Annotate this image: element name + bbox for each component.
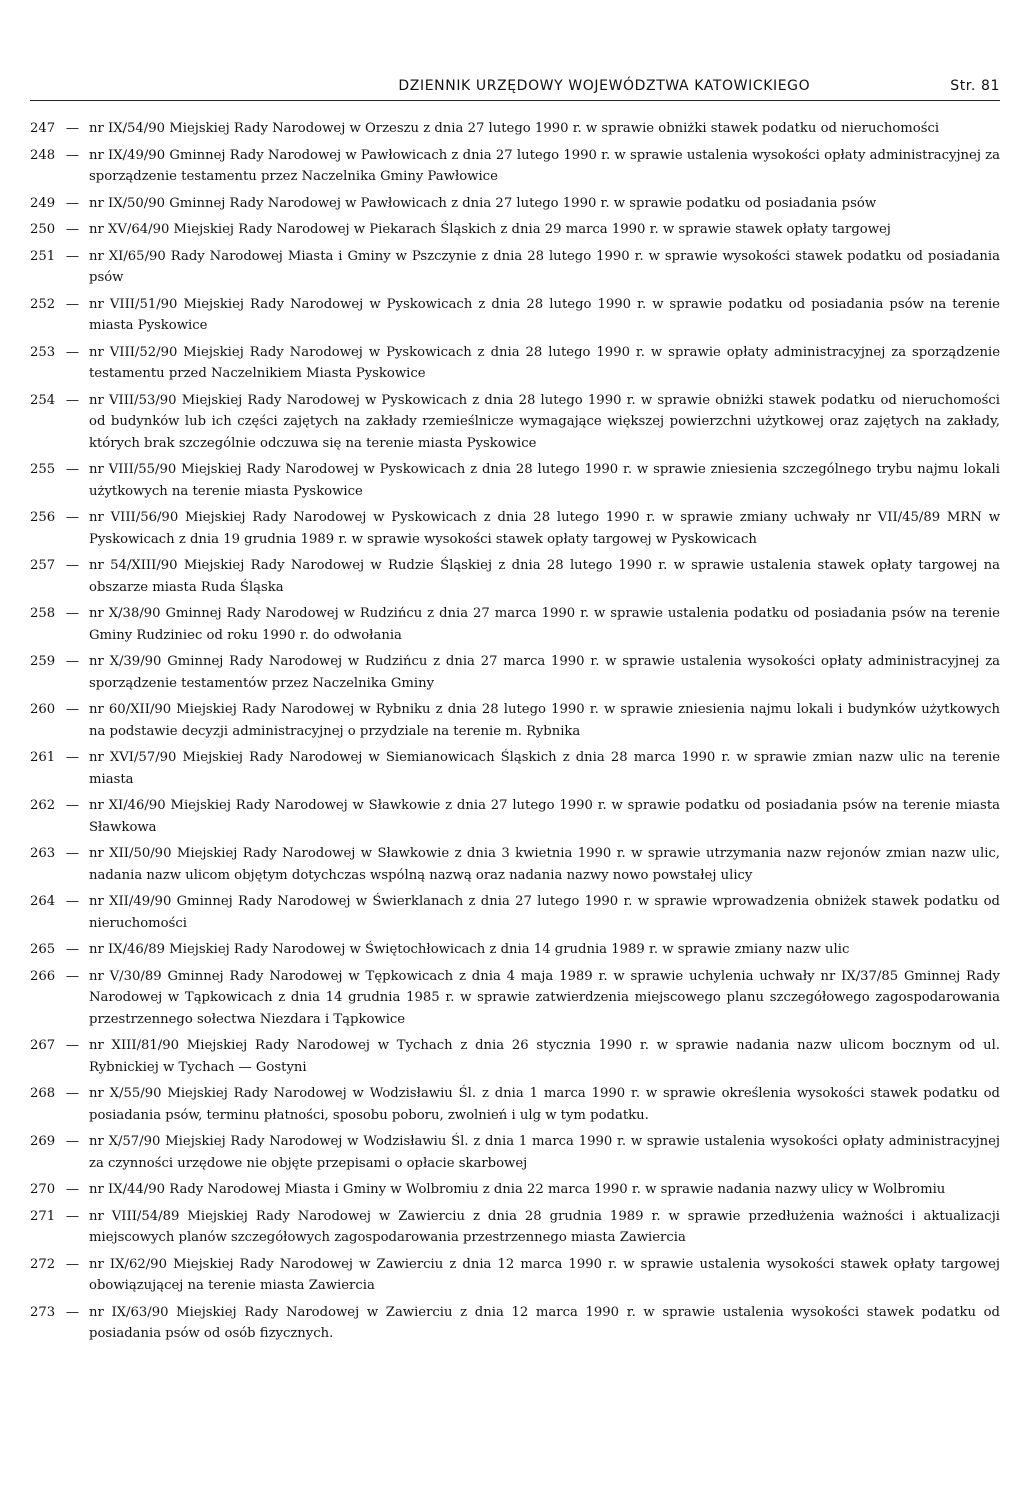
entry-number: 258 (30, 606, 56, 621)
list-item (30, 555, 1000, 598)
entry-text: nr XI/65/90 Rady Narodowej Miasta i Gminy w Pszczynie z dnia 28 lutego 1990 r. w sprawie wysokości stawek podatku od posiadania psów (89, 248, 1000, 285)
list-item (30, 795, 1000, 838)
entry-number: 255 (30, 462, 56, 477)
list-item (30, 1035, 1000, 1078)
entry-number: 268 (30, 1086, 56, 1101)
entry-dash: — (65, 750, 80, 765)
entry-dash: — (65, 392, 80, 408)
entry-dash: — (65, 798, 80, 813)
entry-number: 271 (30, 1208, 56, 1224)
list-item (30, 747, 1000, 790)
entry-text: nr IX/54/90 Miejskiej Rady Narodowej w Orzeszu z dnia 27 lutego 1990 r. w sprawie obniżki stawek podatku od nieruchomości (89, 121, 940, 136)
entry-text: nr IX/63/90 Miejskiej Rady Narodowej w Zawierciu z dnia 12 marca 1990 r. w sprawie ustalenia wysokości stawek podatku od posiadania psów od osób fizycznych. (89, 1304, 1000, 1341)
entry-number: 251 (30, 248, 56, 264)
entry-dash: — (65, 147, 80, 163)
entry-text: nr V/30/89 Gminnej Rady Narodowej w Tępkowicach z dnia 4 maja 1989 r. w sprawie uchylenia uchwały nr IX/37/85 Gminnej Rady Narodowej w Tąpkowicach z dnia 14 grudnia 1985 r. w sprawie zatwierdzenia miejscowego planu szczegółowego zagospodarowania przestrzennego sołectwa Niezdara i Tąpkowice (89, 968, 1000, 1027)
entry-dash: — (65, 1256, 80, 1272)
list-item (30, 390, 1000, 455)
list-item (30, 193, 1000, 215)
list-item (30, 1302, 1000, 1345)
entry-number: 260 (30, 702, 56, 717)
entry-dash: — (65, 248, 80, 264)
entry-number: 261 (30, 750, 56, 765)
list-item (30, 891, 1000, 934)
entry-dash: — (65, 1134, 80, 1149)
page-header (30, 78, 1000, 101)
entry-number: 256 (30, 510, 56, 525)
entry-dash: — (65, 894, 80, 909)
entry-text: nr VIII/56/90 Miejskiej Rady Narodowej w Pyskowicach z dnia 28 lutego 1990 r. w sprawie zmiany uchwały nr VII/45/89 MRN w Pyskowicach z dnia 19 grudnia 1989 r. w sprawie wysokości stawek opłaty targowej w Pyskowicach (89, 510, 1000, 547)
entry-number: 273 (30, 1304, 56, 1320)
entry-number: 266 (30, 968, 56, 984)
list-item (30, 939, 1000, 961)
entry-number: 265 (30, 942, 56, 957)
entry-number: 249 (30, 195, 56, 211)
entry-text: nr X/39/90 Gminnej Rady Narodowej w Rudzińcu z dnia 27 marca 1990 r. w sprawie ustalenia wysokości opłaty administracyjnej za sporządzenie testamentów przez Naczelnika Gminy (89, 654, 1000, 691)
entry-number: 263 (30, 846, 56, 861)
list-item (30, 1254, 1000, 1297)
entry-number: 253 (30, 344, 56, 360)
list-item (30, 603, 1000, 646)
list-item (30, 1083, 1000, 1126)
entry-number: 248 (30, 147, 56, 163)
entry-dash: — (65, 296, 80, 312)
entry-text: nr XVI/57/90 Miejskiej Rady Narodowej w Siemianowicach Śląskich z dnia 28 marca 1990 r. w sprawie zmian nazw ulic na terenie miasta (89, 750, 1000, 787)
entry-number: 247 (30, 121, 56, 136)
entry-text: nr VIII/54/89 Miejskiej Rady Narodowej w Zawierciu z dnia 28 grudnia 1989 r. w sprawie przedłużenia ważności i aktualizacji miejscowych planów szczegółowych zagospodarowania przestrzennego miasta Zawiercia (89, 1208, 1000, 1245)
entry-text: nr IX/50/90 Gminnej Rady Narodowej w Pawłowicach z dnia 27 lutego 1990 r. w sprawie podatku od posiadania psów (89, 195, 877, 211)
list-item (30, 459, 1000, 502)
entry-text: nr X/57/90 Miejskiej Rady Narodowej w Wodzisławiu Śl. z dnia 1 marca 1990 r. w sprawie ustalenia wysokości opłaty administracyjnej za czynności urzędowe nie objęte przepisami o opłacie skarbowej (89, 1134, 1000, 1171)
entry-number: 270 (30, 1182, 56, 1197)
entry-dash: — (65, 1182, 80, 1197)
entry-dash: — (65, 654, 80, 669)
entry-text: nr VIII/51/90 Miejskiej Rady Narodowej w Pyskowicach z dnia 28 lutego 1990 r. w sprawie podatku od posiadania psów na terenie miasta Pyskowice (89, 296, 1000, 333)
entry-text: nr 60/XII/90 Miejskiej Rady Narodowej w Rybniku z dnia 28 lutego 1990 r. w sprawie zniesienia najmu lokali i budynków użytkowych na podstawie decyzji administracyjnej o przydziale na terenie m. Rybnika (89, 702, 1000, 739)
entry-text: nr 54/XIII/90 Miejskiej Rady Narodowej w Rudzie Śląskiej z dnia 28 lutego 1990 r. w sprawie ustalenia stawek opłaty targowej na obszarze miasta Ruda Śląska (89, 558, 1000, 595)
entry-dash: — (65, 1304, 80, 1320)
list-item (30, 843, 1000, 886)
entry-dash: — (65, 846, 80, 861)
entry-number: 252 (30, 296, 56, 312)
list-item (30, 507, 1000, 550)
entry-number: 267 (30, 1038, 56, 1053)
list-item (30, 1131, 1000, 1174)
list-item (30, 651, 1000, 694)
entry-number: 257 (30, 558, 56, 573)
entry-number: 254 (30, 392, 56, 408)
entry-dash: — (65, 121, 80, 136)
list-item (30, 246, 1000, 289)
entry-text: nr VIII/52/90 Miejskiej Rady Narodowej w Pyskowicach z dnia 28 lutego 1990 r. w sprawie opłaty administracyjnej za sporządzenie testamentu przed Naczelnikiem Miasta Pyskowice (89, 344, 1000, 381)
entry-text: nr IX/44/90 Rady Narodowej Miasta i Gminy w Wolbromiu z dnia 22 marca 1990 r. w sprawie nadania nazwy ulicy w Wolbromiu (89, 1182, 946, 1197)
list-item (30, 699, 1000, 742)
list-item (30, 966, 1000, 1031)
page-number: Str. 81 (950, 78, 1000, 94)
entry-number: 262 (30, 798, 56, 813)
list-item (30, 145, 1000, 188)
entry-text: nr VIII/53/90 Miejskiej Rady Narodowej w Pyskowicach z dnia 28 lutego 1990 r. w sprawie obniżki stawek podatku od nieruchomości od budynków lub ich części zajętych na zakłady rzemieślnicze wymagające większej powierzchni użytkowej oraz zajętych na zakłady, których brak szczególnie odczuwa się na terenie miasta Pyskowice (89, 392, 1000, 451)
entry-dash: — (65, 558, 80, 573)
entry-dash: — (65, 942, 80, 957)
entry-text: nr XV/64/90 Miejskiej Rady Narodowej w Piekarach Śląskich z dnia 29 marca 1990 r. w sprawie stawek opłaty targowej (89, 222, 891, 237)
entry-text: nr VIII/55/90 Miejskiej Rady Narodowej w Pyskowicach z dnia 28 lutego 1990 r. w sprawie zniesienia szczególnego trybu najmu lokali użytkowych na terenie miasta Pyskowice (89, 462, 1000, 499)
entry-text: nr IX/46/89 Miejskiej Rady Narodowej w Świętochłowicach z dnia 14 grudnia 1989 r. w sprawie zmiany nazw ulic (89, 942, 850, 957)
entry-dash: — (65, 1086, 80, 1101)
list-item (30, 1179, 1000, 1201)
entry-number: 269 (30, 1134, 56, 1149)
entry-text: nr XII/50/90 Miejskiej Rady Narodowej w Sławkowie z dnia 3 kwietnia 1990 r. w sprawie utrzymania nazw rejonów zmian nazw ulic, nadania nazw ulicom objętym dotychczas wspólną nazwą oraz nadania nazwy nowo powstałej ulicy (89, 846, 1000, 883)
entry-dash: — (65, 702, 80, 717)
entry-dash: — (65, 195, 80, 211)
entry-dash: — (65, 462, 80, 477)
entry-text: nr XIII/81/90 Miejskiej Rady Narodowej w Tychach z dnia 26 stycznia 1990 r. w sprawie nadania nazw ulicom bocznym od ul. Rybnickiej w Tychach — Gostyni (89, 1038, 1000, 1075)
list-item (30, 219, 1000, 241)
entry-text: nr XII/49/90 Gminnej Rady Narodowej w Świerklanach z dnia 27 lutego 1990 r. w sprawie wprowadzenia obniżek stawek podatku od nieruchomości (89, 894, 1000, 931)
entry-text: nr X/38/90 Gminnej Rady Narodowej w Rudzińcu z dnia 27 marca 1990 r. w sprawie ustalenia podatku od posiadania psów na terenie Gminy Rudziniec od roku 1990 r. do odwołania (89, 606, 1000, 643)
journal-title: DZIENNIK URZĘDOWY WOJEWÓDZTWA KATOWICKIEGO (398, 78, 811, 94)
entry-dash: — (65, 968, 80, 984)
entry-dash: — (65, 1038, 80, 1053)
list-item (30, 294, 1000, 337)
resolution-list (30, 118, 1000, 1345)
list-item (30, 1206, 1000, 1249)
entry-dash: — (65, 1208, 80, 1224)
entry-dash: — (65, 606, 80, 621)
entry-number: 272 (30, 1256, 56, 1272)
entry-dash: — (65, 222, 80, 237)
entry-dash: — (65, 510, 80, 525)
entry-number: 250 (30, 222, 56, 237)
entry-number: 264 (30, 894, 56, 909)
entry-text: nr IX/62/90 Miejskiej Rady Narodowej w Zawierciu z dnia 12 marca 1990 r. w sprawie ustalenia wysokości stawek opłaty targowej obowiązującej na terenie miasta Zawiercia (89, 1256, 1000, 1293)
list-item (30, 342, 1000, 385)
entry-number: 259 (30, 654, 56, 669)
document-page (30, 78, 1000, 1350)
entry-dash: — (65, 344, 80, 360)
entry-text: nr XI/46/90 Miejskiej Rady Narodowej w Sławkowie z dnia 27 lutego 1990 r. w sprawie podatku od posiadania psów na terenie miasta Sławkowa (89, 798, 1000, 835)
list-item (30, 118, 1000, 140)
entry-text: nr IX/49/90 Gminnej Rady Narodowej w Pawłowicach z dnia 27 lutego 1990 r. w sprawie ustalenia wysokości opłaty administracyjnej za sporządzenie testamentu przez Naczelnika Gminy Pawłowice (89, 147, 1000, 184)
entry-text: nr X/55/90 Miejskiej Rady Narodowej w Wodzisławiu Śl. z dnia 1 marca 1990 r. w sprawie określenia wysokości stawek podatku od posiadania psów, terminu płatności, sposobu poboru, zwolnień i ulg w tym podatku. (89, 1086, 1000, 1123)
